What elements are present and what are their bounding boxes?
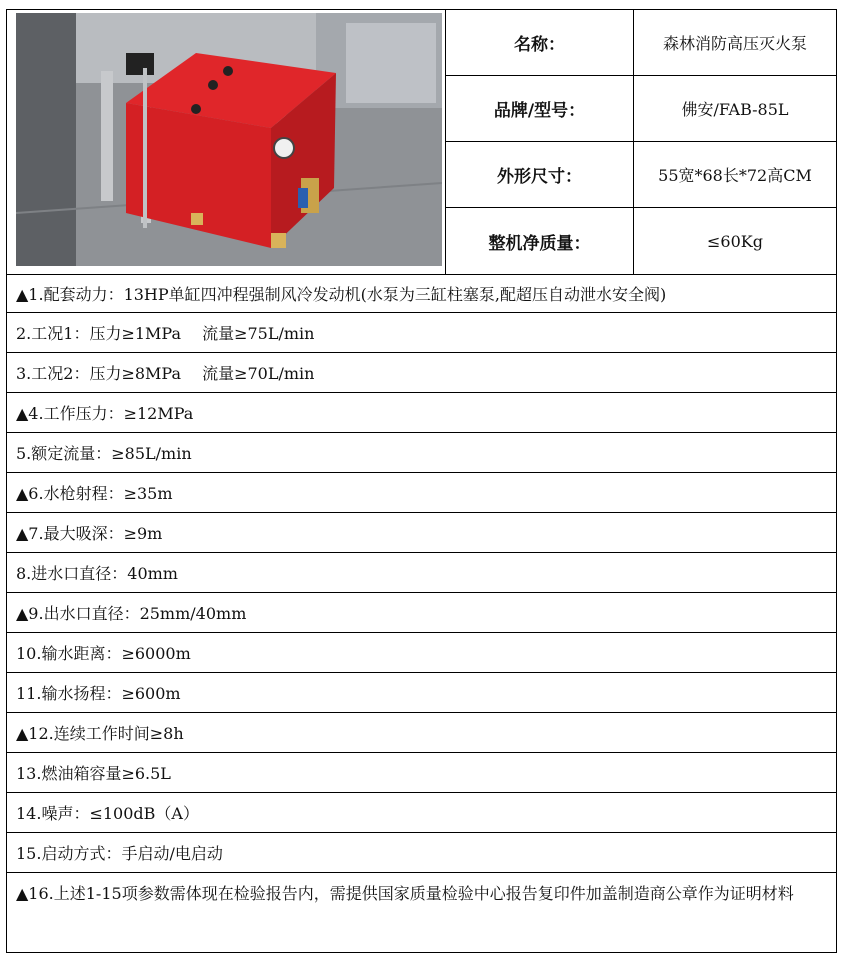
param-row: 8.进水口直径：40mm [7, 553, 836, 593]
spec-value: ≤60Kg [707, 231, 763, 251]
param-row: ▲4.工作压力：≥12MPa [7, 393, 836, 433]
param-row: 3.工况2：压力≥8MPa 流量≥70L/min [7, 353, 836, 393]
spec-row-size [446, 142, 836, 208]
param-row: 14.噪声：≤100dB（A） [7, 793, 836, 833]
param-row: ▲1.配套动力：13HP单缸四冲程强制风冷发动机(水泵为三缸柱塞泵,配超压自动泄水安全阀) [7, 275, 836, 313]
param-row: 10.输水距离：≥6000m [7, 633, 836, 673]
spec-value: 55宽*68长*72高CM [658, 166, 812, 185]
param-row: 11.输水扬程：≥600m [7, 673, 836, 713]
header-block [7, 10, 836, 275]
spec-label: 名称： [446, 10, 634, 75]
photo-cell [7, 10, 446, 274]
param-row: 2.工况1：压力≥1MPa 流量≥75L/min [7, 313, 836, 353]
spec-label: 品牌/型号： [446, 76, 634, 141]
param-row: ▲9.出水口直径：25mm/40mm [7, 593, 836, 633]
spec-label: 整机净质量： [446, 208, 634, 274]
spec-value: 佛安/FAB-85L [681, 100, 789, 119]
param-row-note: ▲16.上述1-15项参数需体现在检验报告内，需提供国家质量检验中心报告复印件加盖制造商公章作为证明材料 [16, 884, 794, 903]
spec-row-name [446, 10, 836, 76]
param-row: ▲6.水枪射程：≥35m [7, 473, 836, 513]
param-row: 15.启动方式：手启动/电启动 [7, 833, 836, 873]
spec-label: 外形尺寸： [446, 142, 634, 207]
param-row: 13.燃油箱容量≥6.5L [7, 753, 836, 793]
spec-sheet [6, 9, 837, 953]
param-row: 5.额定流量：≥85L/min [7, 433, 836, 473]
pump-photo [16, 13, 442, 266]
spec-value: 森林消防高压灭火泵 [662, 34, 807, 53]
param-row: ▲12.连续工作时间≥8h [7, 713, 836, 753]
spec-row-brand [446, 76, 836, 142]
param-row: ▲7.最大吸深：≥9m [7, 513, 836, 553]
spec-row-weight [446, 208, 836, 274]
